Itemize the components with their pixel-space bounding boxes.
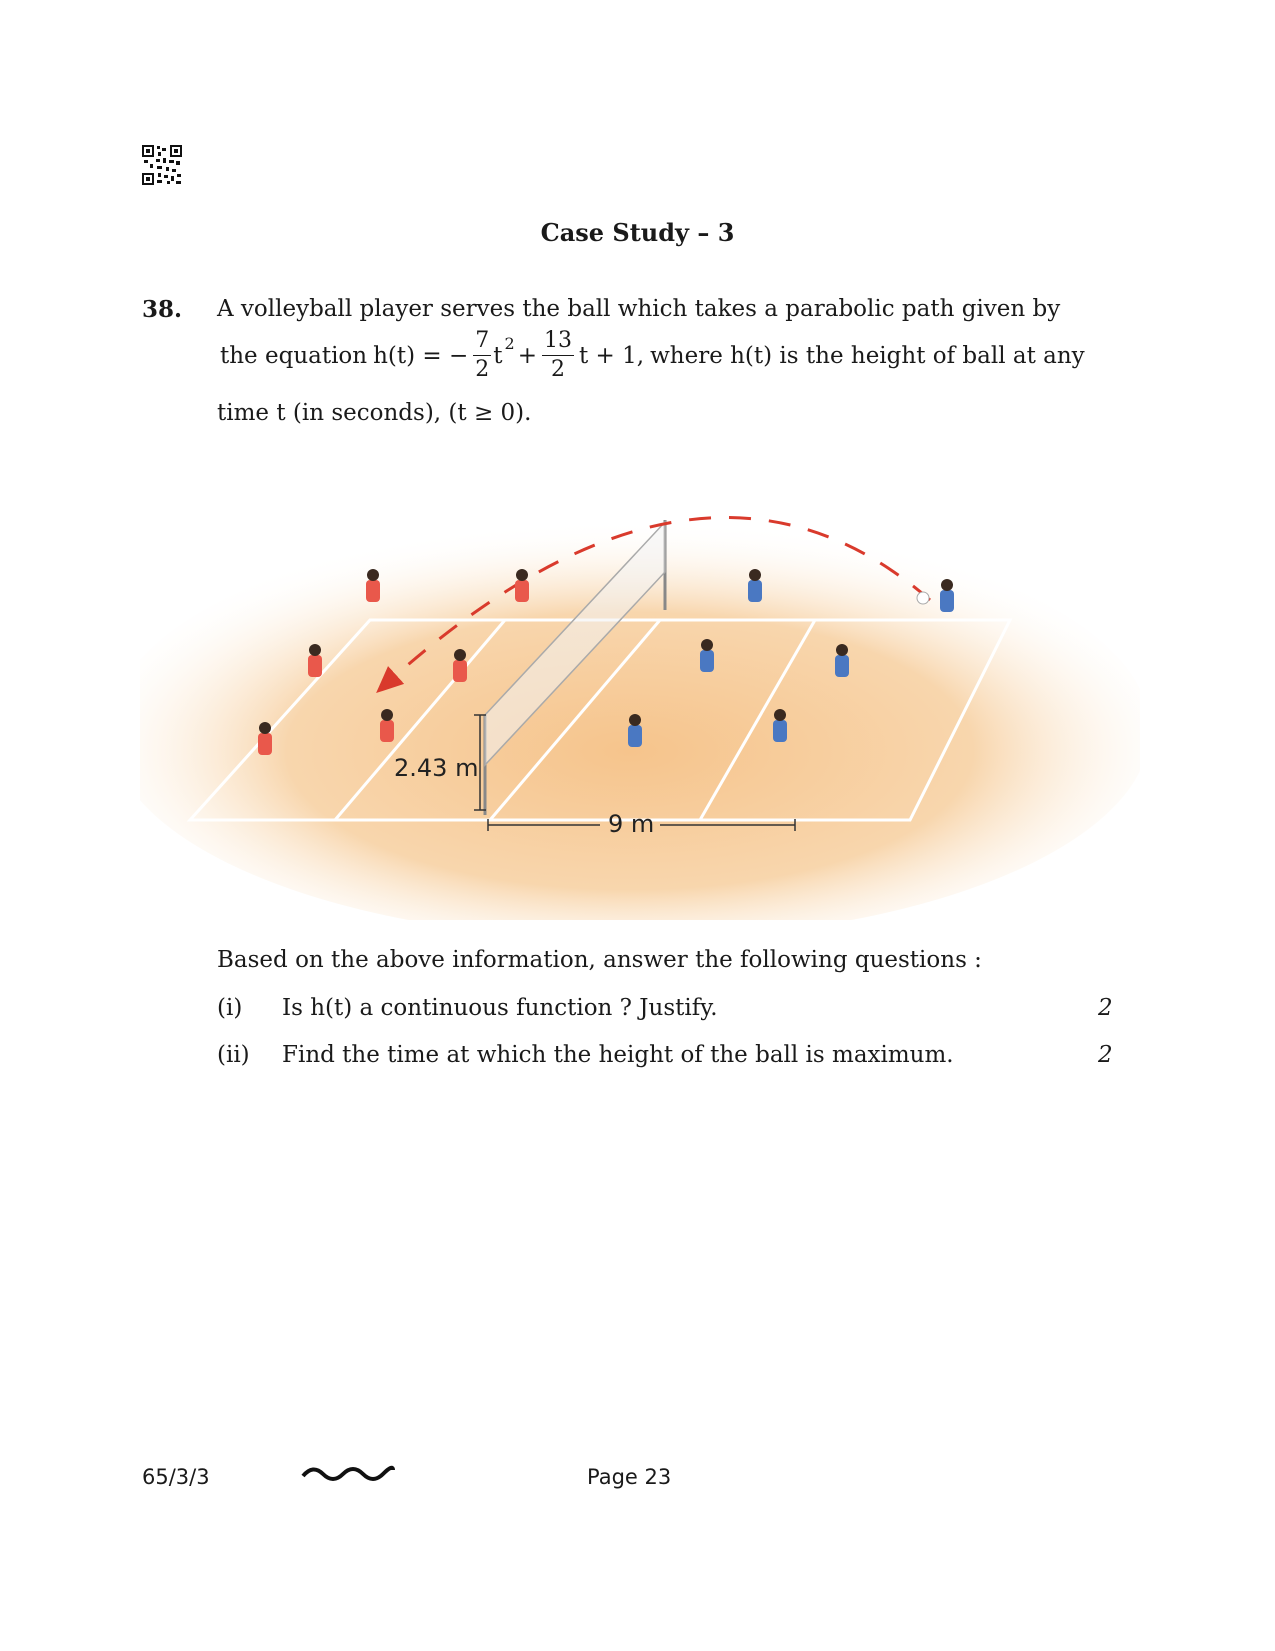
subquestion-text: Is h(t) a continuous function ? Justify. — [282, 995, 718, 1021]
instruction-text: Based on the above information, answer the following questions : — [217, 947, 982, 973]
t-variable: t — [493, 342, 503, 369]
question-equation-line — [217, 330, 1088, 381]
fraction-denominator: 2 — [551, 357, 565, 382]
fraction-seven-halves — [473, 330, 491, 381]
fraction-numerator: 13 — [542, 330, 574, 356]
question-number: 38. — [142, 296, 183, 323]
equation-lhs: h(t) = − — [373, 342, 469, 369]
paper-code: 65/3/3 — [142, 1465, 210, 1489]
subquestion-label: (i) — [217, 995, 243, 1021]
subquestion-marks: 2 — [1098, 995, 1113, 1021]
question-line-1: A volleyball player serves the ball which takes a parabolic path given by — [217, 296, 1061, 322]
equation-suffix: where h(t) is the height of ball at any — [650, 342, 1085, 369]
plus-sign: + — [517, 342, 537, 369]
subquestion-label: (ii) — [217, 1042, 250, 1068]
page-number: Page 23 — [587, 1465, 672, 1489]
qr-code-icon — [142, 145, 182, 185]
width-label: 9 m — [608, 810, 655, 838]
subquestion-marks: 2 — [1098, 1042, 1113, 1068]
equation-prefix: the equation — [220, 342, 368, 369]
equation-tail: t + 1, — [579, 342, 645, 369]
height-label: 2.43 m — [394, 754, 479, 782]
exponent: 2 — [504, 334, 515, 353]
tilde-ornament-icon — [300, 1460, 395, 1486]
fraction-numerator: 7 — [473, 330, 491, 356]
question-line-3: time t (in seconds), (t ≥ 0). — [217, 400, 532, 426]
ball — [917, 592, 929, 604]
fraction-denominator: 2 — [475, 357, 490, 382]
volleyball-court-figure — [140, 480, 1140, 920]
case-study-title: Case Study – 3 — [540, 218, 735, 247]
fraction-thirteen-halves — [542, 330, 574, 381]
subquestion-text: Find the time at which the height of the ball is maximum. — [282, 1042, 954, 1068]
